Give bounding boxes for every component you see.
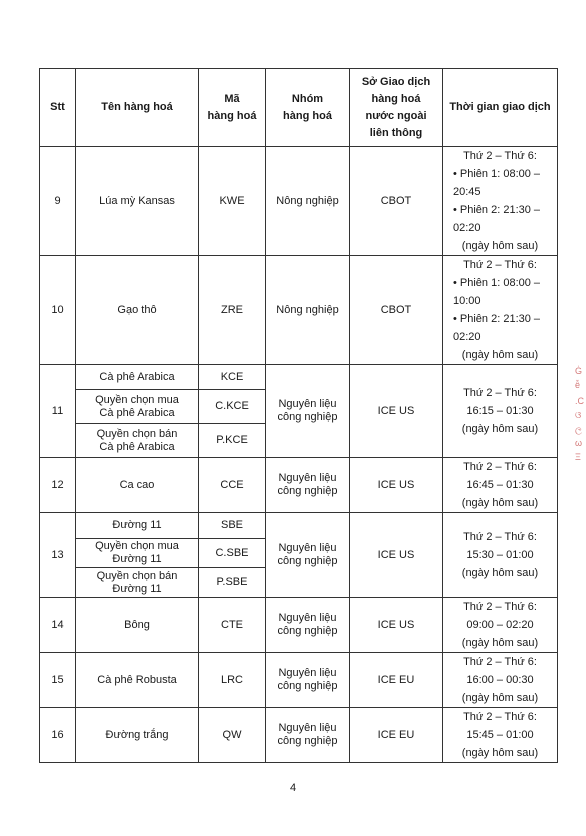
commodity-group-cell: Nguyên liệu công nghiệp (266, 365, 350, 458)
commodity-group-cell: Nguyên liệu công nghiệp (266, 513, 350, 598)
trading-time-line: • Phiên 2: 21:30 – 02:20 (453, 313, 541, 343)
trading-time-line: 16:15 – 01:30 (466, 405, 534, 417)
table-row (40, 147, 558, 256)
table-row (40, 598, 558, 653)
trading-time-line: Thứ 2 – Thứ 6: (463, 531, 537, 543)
header-stt: Stt (40, 69, 76, 147)
trading-time-cell (443, 653, 558, 708)
exchange-cell: ICE EU (350, 653, 443, 708)
trading-time-line: (ngày hôm sau) (461, 497, 539, 509)
commodity-group-cell: Nông nghiệp (266, 256, 350, 365)
header-code-text: Mã hàng hoá (207, 92, 257, 122)
trading-time-line: • Phiên 1: 08:00 – 10:00 (453, 277, 541, 307)
header-name: Tên hàng hoá (76, 69, 199, 147)
commodity-name-cell: Quyền chọn mua Cà phê Arabica (76, 390, 199, 424)
commodity-group-cell: Nguyên liệu công nghiệp (266, 458, 350, 513)
commodity-code-cell: CTE (199, 598, 266, 653)
stt-cell: 12 (40, 458, 76, 513)
trading-time-line: (ngày hôm sau) (461, 747, 539, 759)
header-exchange (350, 69, 443, 147)
table-row (40, 256, 558, 365)
commodity-group-cell: Nguyên liệu công nghiệp (266, 653, 350, 708)
commodity-code-cell: P.KCE (199, 424, 266, 458)
trading-time-lines (446, 256, 554, 364)
trading-time-lines (446, 458, 554, 512)
trading-time-line: 15:30 – 01:00 (466, 549, 534, 561)
stt-cell: 9 (40, 147, 76, 256)
stamp-fragment: Ξ (575, 452, 581, 462)
commodity-name-cell: Lúa mỳ Kansas (76, 147, 199, 256)
exchange-cell: ICE US (350, 598, 443, 653)
exchange-cell: CBOT (350, 147, 443, 256)
commodity-name-cell: Bông (76, 598, 199, 653)
commodity-code-cell: CCE (199, 458, 266, 513)
trading-time-cell (443, 147, 558, 256)
commodity-name-cell: Đường 11 (76, 513, 199, 539)
commodity-code-cell: C.SBE (199, 539, 266, 568)
exchange-cell: ICE US (350, 513, 443, 598)
trading-time-line: • Phiên 2: 21:30 – 02:20 (453, 204, 541, 234)
commodity-code-cell: LRC (199, 653, 266, 708)
trading-time-line: (ngày hôm sau) (461, 692, 539, 704)
trading-time-line: Thứ 2 – Thứ 6: (463, 387, 537, 399)
stt-cell: 15 (40, 653, 76, 708)
table-row (40, 458, 558, 513)
stt-cell: 16 (40, 708, 76, 763)
commodity-name-cell: Quyền chọn bán Đường 11 (76, 568, 199, 598)
stamp-fragment: ω (575, 438, 583, 448)
commodity-trading-table (39, 68, 558, 763)
trading-time-line: 16:00 – 00:30 (466, 674, 534, 686)
commodity-group-cell: Nguyên liệu công nghiệp (266, 708, 350, 763)
commodity-code-cell: ZRE (199, 256, 266, 365)
commodity-group-cell: Nông nghiệp (266, 147, 350, 256)
table-row (40, 365, 558, 390)
commodity-name-cell: Gạo thô (76, 256, 199, 365)
commodity-code-cell: SBE (199, 513, 266, 539)
header-code (199, 69, 266, 147)
header-time: Thời gian giao dịch (443, 69, 558, 147)
header-group-text: Nhóm hàng hoá (283, 92, 332, 122)
exchange-cell: ICE US (350, 365, 443, 458)
trading-time-line: Thứ 2 – Thứ 6: (463, 656, 537, 668)
trading-time-line: (ngày hôm sau) (461, 567, 539, 579)
trading-time-line: 15:45 – 01:00 (466, 729, 534, 741)
commodity-code-cell: QW (199, 708, 266, 763)
table-row (40, 653, 558, 708)
stamp-fragment: ễ (575, 380, 581, 390)
commodity-name-cell: Cà phê Robusta (76, 653, 199, 708)
trading-time-lines (446, 384, 554, 438)
stamp-fragment: .C (575, 396, 584, 406)
commodity-group-cell: Nguyên liệu công nghiệp (266, 598, 350, 653)
trading-time-line: Thứ 2 – Thứ 6: (463, 259, 537, 271)
trading-time-cell (443, 458, 558, 513)
stamp-fragment: Ġ (575, 366, 583, 376)
trading-time-lines (446, 653, 554, 707)
trading-time-line: 16:45 – 01:30 (466, 479, 534, 491)
trading-time-line: Thứ 2 – Thứ 6: (463, 711, 537, 723)
header-group (266, 69, 350, 147)
trading-time-lines (446, 708, 554, 762)
stamp-fragment: ଓ (575, 410, 582, 420)
trading-time-cell (443, 256, 558, 365)
trading-time-line: Thứ 2 – Thứ 6: (463, 601, 537, 613)
table-row (40, 513, 558, 539)
header-row (40, 69, 558, 147)
stt-cell: 14 (40, 598, 76, 653)
commodity-name-cell: Cà phê Arabica (76, 365, 199, 390)
trading-time-cell (443, 513, 558, 598)
header-exchange-text: Sở Giao dịch hàng hoá nước ngoài liên thông (361, 75, 431, 139)
commodity-name-cell: Quyền chọn mua Đường 11 (76, 539, 199, 568)
page-number: 4 (289, 782, 297, 794)
exchange-cell: CBOT (350, 256, 443, 365)
exchange-cell: ICE EU (350, 708, 443, 763)
stamp-fragment: ල (575, 424, 582, 434)
stt-cell: 10 (40, 256, 76, 365)
trading-time-lines (446, 147, 554, 255)
trading-time-line: (ngày hôm sau) (461, 240, 539, 252)
trading-time-line: (ngày hôm sau) (461, 349, 539, 361)
trading-time-line: • Phiên 1: 08:00 – 20:45 (453, 168, 541, 198)
table-row (40, 708, 558, 763)
commodity-code-cell: KCE (199, 365, 266, 390)
commodity-code-cell: KWE (199, 147, 266, 256)
trading-time-line: Thứ 2 – Thứ 6: (463, 461, 537, 473)
trading-time-cell (443, 598, 558, 653)
trading-time-line: (ngày hôm sau) (461, 637, 539, 649)
commodity-code-cell: P.SBE (199, 568, 266, 598)
trading-time-lines (446, 598, 554, 652)
commodity-name-cell: Quyền chọn bán Cà phê Arabica (76, 424, 199, 458)
trading-time-line: 09:00 – 02:20 (466, 619, 534, 631)
trading-time-lines (446, 528, 554, 582)
stt-cell: 13 (40, 513, 76, 598)
commodity-code-cell: C.KCE (199, 390, 266, 424)
exchange-cell: ICE US (350, 458, 443, 513)
trading-time-cell (443, 708, 558, 763)
trading-time-line: (ngày hôm sau) (461, 423, 539, 435)
stt-cell: 11 (40, 365, 76, 458)
commodity-name-cell: Ca cao (76, 458, 199, 513)
trading-time-line: Thứ 2 – Thứ 6: (463, 150, 537, 162)
trading-time-cell (443, 365, 558, 458)
commodity-name-cell: Đường trắng (76, 708, 199, 763)
